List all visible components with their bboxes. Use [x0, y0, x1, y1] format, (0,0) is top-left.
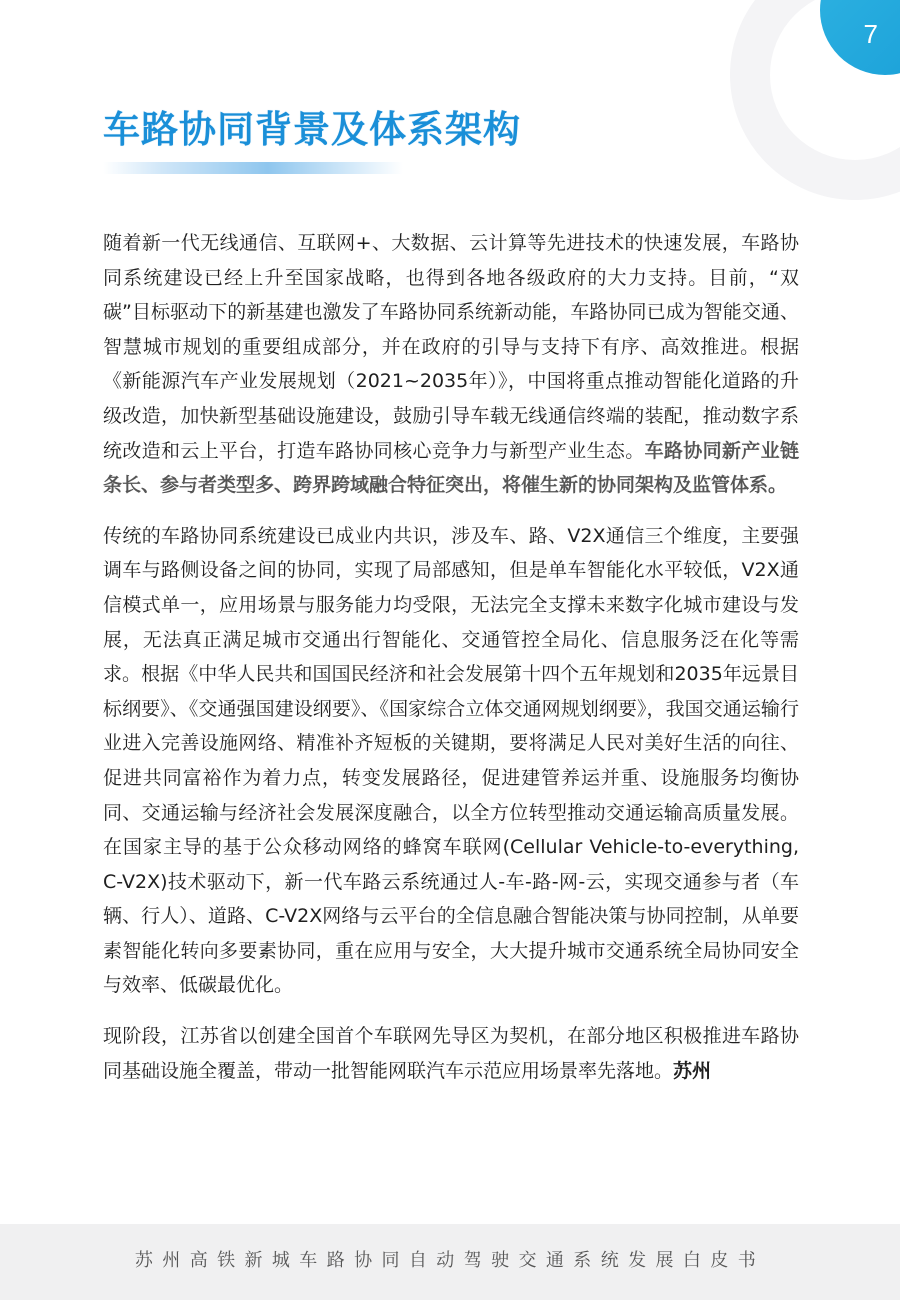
body-content: [103, 226, 799, 1104]
paragraph-3: [103, 1019, 799, 1088]
paragraph-1-text: 随着新一代无线通信、互联网+、大数据、云计算等先进技术的快速发展，车路协同系统建设已经上升至国家战略，也得到各地各级政府的大力支持。目前，“双碳”目标驱动下的新基建也激发了车路协同系统新动能，车路协同已成为智能交通、智慧城市规划的重要组成部分，并在政府的引导与支持下有序、高效推进。根据《新能源汽车产业发展规划（2021~2035年）》，中国将重点推动智能化道路的升级改造，加快新型基础设施建设，鼓励引导车载无线通信终端的装配，推动数字系统改造和云上平台，打造车路协同核心竞争力与新型产业生态。: [103, 232, 799, 462]
paragraph-2-text: 传统的车路协同系统建设已成业内共识，涉及车、路、V2X通信三个维度，主要强调车与路侧设备之间的协同，实现了局部感知，但是单车智能化水平较低，V2X通信模式单一，应用场景与服务能力均受限，无法完全支撑未来数字化城市建设与发展，无法真正满足城市交通出行智能化、交通管控全局化、信息服务泛在化等需求。根据《中华人民共和国国民经济和社会发展第十四个五年规划和2035年远景目标纲要》、《交通强国建设纲要》、《国家综合立体交通网规划纲要》，我国交通运输行业进入完善设施网络、精准补齐短板的关键期，要将满足人民对美好生活的向往、促进共同富裕作为着力点，转变发展路径，促进建管养运并重、设施服务均衡协同、交通运输与经济社会发展深度融合，以全方位转型推动交通运输高质量发展。在国家主导的基于公众移动网络的蜂窝车联网(Cellular Vehicle-to-everything, C-V2X)技术驱动下，新一代车路云系统通过人-车-路-网-云，实现交通参与者（车辆、行人）、道路、C-V2X网络与云平台的全信息融合智能决策与协同控制，从单要素智能化转向多要素协同，重在应用与安全，大大提升城市交通系统全局协同安全与效率、低碳最优化。: [103, 524, 799, 997]
paragraph-3-text: 现阶段，江苏省以创建全国首个车联网先导区为契机，在部分地区积极推进车路协同基础设施全覆盖，带动一批智能网联汽车示范应用场景率先落地。: [103, 1025, 799, 1082]
paragraph-1-highlight: 车路协同新产业链条长、参与者类型多、跨界跨域融合特征突出，将催生新的协同架构及监管体系。: [103, 439, 799, 497]
paragraph-1: [103, 226, 799, 503]
page-number: 7: [863, 19, 878, 49]
section-title: 车路协同背景及体系架构: [103, 108, 521, 151]
footer-title: 苏州高铁新城车路协同自动驾驶交通系统发展白皮书: [134, 1250, 766, 1271]
page-footer: [0, 1224, 900, 1300]
title-underline-bar: [103, 162, 403, 174]
paragraph-2: [103, 519, 799, 1003]
paragraph-3-highlight: 苏州: [673, 1059, 712, 1082]
